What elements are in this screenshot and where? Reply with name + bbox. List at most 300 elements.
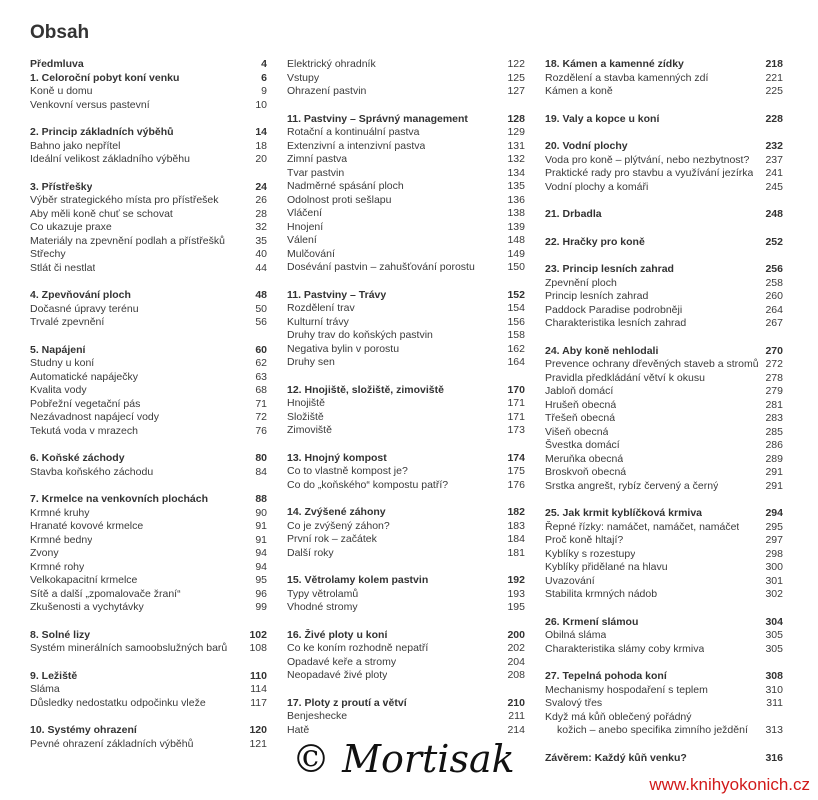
- toc-page-number: 300: [765, 561, 783, 573]
- toc-chapter: [30, 629, 267, 656]
- toc-page-number: 88: [255, 493, 267, 505]
- toc-entry-title: Obilná sláma: [545, 629, 607, 641]
- toc-page-number: 218: [765, 58, 783, 70]
- toc-entry-title: 14. Zvýšené záhony: [287, 506, 386, 518]
- toc-entry: [30, 303, 267, 317]
- toc-page-number: 102: [249, 628, 267, 641]
- toc-entry: [287, 248, 525, 262]
- toc-page-number: 308: [765, 670, 783, 682]
- toc-entry: [287, 642, 525, 656]
- toc-page-number: 316: [765, 751, 783, 764]
- toc-entry-title: Co do „koňského“ kompostu patří?: [287, 478, 449, 491]
- toc-entry-title: Vhodné stromy: [287, 601, 358, 613]
- toc-entry-title: Zvony: [30, 547, 59, 559]
- toc-page-number: 298: [765, 547, 783, 560]
- toc-page-number: 14: [255, 126, 267, 138]
- toc-entry-title: Voda pro koně – plýtvání, nebo nezbytnost?: [545, 153, 750, 166]
- toc-page-number: 20: [255, 153, 267, 165]
- toc-entry: [30, 221, 267, 235]
- toc-chapter-heading: [545, 752, 783, 766]
- toc-entry-title: Mulčování: [287, 247, 335, 260]
- toc-entry-title: Charakteristika slámy coby krmiva: [545, 642, 705, 655]
- toc-entry-title: Hatě: [287, 723, 310, 736]
- toc-entry-title: Zkušenosti a vychytávky: [30, 601, 144, 613]
- toc-entry: [287, 207, 525, 221]
- toc-page-number: 68: [255, 384, 267, 396]
- toc-entry: [30, 208, 267, 222]
- toc-page-number: 305: [765, 629, 783, 641]
- toc-page-number: 225: [765, 85, 783, 97]
- toc-page-number: 120: [249, 724, 267, 736]
- toc-entry-title: Dočasné úpravy terénu: [30, 302, 139, 315]
- toc-entry-title: Tvar pastvin: [287, 166, 345, 179]
- toc-entry: [545, 426, 783, 440]
- toc-chapter-heading: [30, 452, 267, 466]
- toc-entry: [30, 85, 267, 99]
- toc-page-number: 210: [507, 696, 525, 709]
- toc-page-number: 281: [765, 398, 783, 411]
- toc-page-number: 9: [261, 85, 267, 97]
- toc-entry-title: Kámen a koně: [545, 85, 613, 97]
- toc-entry-title: Důsledky nedostatku odpočinku vleže: [30, 696, 206, 709]
- toc-page-number: 152: [507, 288, 525, 301]
- toc-entry-title: Stavba koňského záchodu: [30, 465, 154, 478]
- toc-entry-title: Neopadavé živé ploty: [287, 669, 388, 681]
- toc-page-number: 258: [765, 276, 783, 289]
- toc-entry: [545, 588, 783, 602]
- toc-entry-title: Nezávadnost napájecí vody: [30, 411, 159, 423]
- toc-entry: [545, 575, 783, 589]
- toc-page-number: 252: [765, 235, 783, 248]
- toc-entry: [30, 520, 267, 534]
- toc-entry: [30, 153, 267, 167]
- toc-entry: [287, 316, 525, 330]
- toc-chapter: [287, 574, 525, 615]
- toc-page-number: 121: [249, 737, 267, 750]
- toc-page-number: 48: [255, 289, 267, 301]
- toc-page-number: 56: [255, 316, 267, 328]
- toc-chapter-heading: [30, 72, 267, 86]
- toc-entry-title: Benjeshecke: [287, 710, 348, 722]
- toc-page-number: 202: [507, 642, 525, 654]
- toc-entry-title: Krmné kruhy: [30, 506, 90, 519]
- toc-chapter-heading: [287, 506, 525, 520]
- toc-entry-title: Kyblíky přidělané na hlavu: [545, 561, 668, 573]
- toc-entry: [545, 399, 783, 413]
- toc-entry: [287, 234, 525, 248]
- toc-chapter-heading: [30, 181, 267, 195]
- toc-page-number: 99: [255, 601, 267, 613]
- toc-entry-title: Vodní plochy a komáři: [545, 180, 649, 193]
- toc-entry: [30, 99, 267, 113]
- toc-entry-title: Švestka domácí: [545, 439, 620, 451]
- toc-entry: [30, 507, 267, 521]
- toc-entry: [545, 72, 783, 86]
- toc-chapter: [545, 113, 783, 127]
- toc-entry: [30, 547, 267, 561]
- toc-entry-title: Kvalita vody: [30, 384, 87, 396]
- toc-entry-title: Krmné rohy: [30, 560, 85, 573]
- toc-entry: [545, 385, 783, 399]
- toc-entry: [30, 194, 267, 208]
- toc-entry-title: Princip lesních zahrad: [545, 290, 649, 302]
- toc-entry-title: Zpevnění ploch: [545, 276, 617, 289]
- toc-page-number: 304: [765, 615, 783, 628]
- toc-page-number: 195: [507, 601, 525, 613]
- toc-entry: [287, 72, 525, 86]
- toc-page-number: 135: [507, 180, 525, 192]
- toc-entry-title: Předmluva: [30, 58, 84, 70]
- toc-page-number: 264: [765, 303, 783, 316]
- toc-page-number: 272: [765, 358, 783, 370]
- toc-entry-title: 25. Jak krmit kyblíčková krmiva: [545, 507, 703, 519]
- toc-entry: [287, 343, 525, 357]
- toc-page-number: 301: [765, 574, 783, 587]
- toc-entry-title: Druhy trav do koňských pastvin: [287, 329, 433, 341]
- toc-page-number: 80: [255, 452, 267, 464]
- toc-entry: [30, 534, 267, 548]
- toc-page-number: 164: [507, 356, 525, 368]
- toc-entry: [30, 371, 267, 385]
- toc-entry: [287, 669, 525, 683]
- toc-entry-title: Rozdělení a stavba kamenných zdí: [545, 71, 709, 84]
- toc-entry: [287, 533, 525, 547]
- toc-entry-title: Rotační a kontinuální pastva: [287, 126, 420, 138]
- toc-page-number: 158: [507, 329, 525, 341]
- toc-chapter-heading: [30, 629, 267, 643]
- toc-page-number: 150: [507, 261, 525, 273]
- toc-entry-title: Co ukazuje praxe: [30, 221, 112, 233]
- toc-page-number: 134: [507, 166, 525, 179]
- toc-entry-title: Řepné řízky: namáčet, namáčet, namáčet: [545, 520, 740, 533]
- toc-chapter-heading: [30, 126, 267, 140]
- toc-entry: [287, 588, 525, 602]
- toc-page-number: 289: [765, 452, 783, 465]
- toc-entry: [287, 167, 525, 181]
- toc-entry: [30, 316, 267, 330]
- toc-page-number: 60: [255, 343, 267, 356]
- toc-page-number: 260: [765, 290, 783, 302]
- toc-page-number: 237: [765, 153, 783, 166]
- toc-entry-title: Tekutá voda v mrazech: [30, 424, 138, 437]
- toc-page-number: 94: [255, 547, 267, 559]
- toc-entry: [30, 697, 267, 711]
- toc-page-number: 148: [507, 234, 525, 246]
- toc-page-number: 91: [255, 533, 267, 546]
- toc-page-number: 294: [765, 507, 783, 519]
- toc-entry: [287, 180, 525, 194]
- toc-chapter: [545, 507, 783, 602]
- toc-page-number: 256: [765, 263, 783, 275]
- toc-entry-title: Vstupy: [287, 71, 320, 84]
- toc-entry-title: 16. Živé ploty u koní: [287, 628, 388, 641]
- toc-entry-title: 21. Drbadla: [545, 208, 602, 220]
- toc-entry-title: Negativa bylin v porostu: [287, 342, 400, 355]
- toc-entry-title: Automatické napáječky: [30, 370, 138, 383]
- toc-entry-title: 23. Princip lesních zahrad: [545, 263, 674, 275]
- toc-entry-title: kožich – anebo specifika zimního ježdění: [557, 724, 748, 736]
- toc-chapter: [545, 236, 783, 250]
- toc-page-number: 170: [507, 383, 525, 396]
- toc-chapter-heading: [30, 493, 267, 507]
- toc-page-number: 245: [765, 180, 783, 193]
- toc-entry-title: Systém minerálních samoobslužných barů: [30, 642, 228, 654]
- toc-chapter: [545, 616, 783, 657]
- toc-page-number: 32: [255, 221, 267, 233]
- toc-page-number: 241: [765, 167, 783, 179]
- toc-entry-title: Hnojení: [287, 220, 324, 233]
- toc-chapter: [287, 629, 525, 683]
- toc-page-number: 156: [507, 315, 525, 328]
- toc-entry-title: 2. Princip základních výběhů: [30, 126, 174, 138]
- toc-chapter: [545, 345, 783, 494]
- toc-entry-title: Sláma: [30, 683, 60, 695]
- toc-page-number: 192: [507, 574, 525, 586]
- toc-entry-title: Kulturní trávy: [287, 315, 349, 328]
- toc-page-number: 125: [507, 71, 525, 84]
- toc-chapter: [287, 506, 525, 560]
- toc-page-number: 50: [255, 302, 267, 315]
- toc-chapter: [287, 452, 525, 493]
- toc-entry-title: Jabloň domácí: [545, 385, 614, 397]
- toc-page-number: 72: [255, 411, 267, 423]
- toc-entry-title: Druhy sen: [287, 356, 335, 368]
- toc-entry: [287, 479, 525, 493]
- toc-page-number: 71: [255, 397, 267, 410]
- toc-page-number: 211: [508, 710, 525, 722]
- toc-chapter-heading: [287, 629, 525, 643]
- toc-page-number: 286: [765, 439, 783, 451]
- toc-entry: [545, 466, 783, 480]
- toc-page-number: 162: [507, 342, 525, 355]
- toc-entry-title: Když má kůň oblečený pořádný: [545, 710, 692, 723]
- toc-page-number: 18: [255, 139, 267, 152]
- toc-page-number: 128: [507, 112, 525, 125]
- toc-entry-title: 24. Aby koně nehlodali: [545, 344, 659, 357]
- toc-entry: [287, 302, 525, 316]
- toc-page-number: 132: [507, 153, 525, 165]
- toc-column-1: [30, 58, 267, 765]
- toc-page-number: 4: [261, 58, 267, 70]
- toc-chapter: [287, 58, 525, 99]
- toc-chapter: [545, 208, 783, 222]
- toc-entry-title: Rozdělení trav: [287, 302, 355, 314]
- toc-page-number: 175: [507, 465, 525, 477]
- toc-page-number: 84: [255, 465, 267, 478]
- toc-entry: [287, 140, 525, 154]
- toc-chapter-heading: [30, 58, 267, 72]
- toc-page-number: 171: [507, 410, 525, 423]
- toc-entry-title: Paddock Paradise podrobněji: [545, 303, 683, 316]
- toc-entry: [287, 221, 525, 235]
- toc-entry: [30, 140, 267, 154]
- toc-entry: [287, 329, 525, 343]
- toc-chapter-heading: [287, 452, 525, 466]
- toc-entry-title: 3. Přístřešky: [30, 180, 93, 193]
- toc-page-number: 182: [507, 506, 525, 518]
- toc-page-number: 295: [765, 520, 783, 533]
- toc-chapter-heading: [30, 289, 267, 303]
- toc-entry: [287, 58, 525, 72]
- toc-entry: [287, 520, 525, 534]
- toc-entry-title: 1. Celoroční pobyt koní venku: [30, 71, 180, 84]
- toc-entry-title: 12. Hnojiště, složiště, zimoviště: [287, 383, 444, 396]
- toc-page-number: 24: [255, 180, 267, 193]
- toc-entry: [30, 466, 267, 480]
- toc-page-number: 90: [255, 506, 267, 519]
- toc-entry: [545, 167, 783, 181]
- toc-page-number: 214: [507, 723, 525, 736]
- toc-entry: [30, 561, 267, 575]
- toc-entry-title: Hrušeň obecná: [545, 398, 617, 411]
- toc-entry-title: Závěrem: Každý kůň venku?: [545, 751, 687, 764]
- toc-page-number: 131: [507, 139, 525, 152]
- toc-entry: [30, 235, 267, 249]
- toc-entry-title: Praktické rady pro stavbu a využívání jezírka: [545, 167, 754, 179]
- toc-entry-title: Výběr strategického místa pro přístřešek: [30, 194, 219, 206]
- toc-page-number: 228: [765, 112, 783, 125]
- toc-entry-title: Co je zvýšený záhon?: [287, 519, 390, 532]
- toc-page-number: 302: [765, 588, 783, 600]
- toc-entry-title: Hranaté kovové krmelce: [30, 520, 144, 532]
- toc-entry-title: Ohrazení pastvin: [287, 85, 367, 97]
- toc-entry: [287, 411, 525, 425]
- toc-entry: [30, 425, 267, 439]
- toc-entry: [545, 439, 783, 453]
- toc-chapter-heading: [30, 670, 267, 684]
- toc-entry-title: Opadavé keře a stromy: [287, 655, 397, 668]
- toc-page-number: 35: [255, 234, 267, 247]
- toc-entry-title: Stabilita krmných nádob: [545, 588, 658, 600]
- toc-entry: [545, 154, 783, 168]
- toc-page-number: 44: [255, 261, 267, 274]
- toc-chapter-heading: [545, 113, 783, 127]
- toc-page-number: 76: [255, 424, 267, 437]
- toc-entry-title: Koně u domu: [30, 85, 93, 97]
- toc-chapter: [545, 263, 783, 331]
- toc-chapter-heading: [287, 697, 525, 711]
- toc-chapter: [287, 113, 525, 275]
- toc-entry: [30, 683, 267, 697]
- website-url[interactable]: www.knihyokonich.cz: [649, 775, 810, 794]
- toc-entry: [287, 601, 525, 615]
- toc-entry-title: Aby měli koně chuť se schovat: [30, 207, 173, 220]
- toc-chapter-heading: [545, 670, 783, 684]
- toc-chapter: [545, 670, 783, 738]
- toc-entry-title: 7. Krmelce na venkovních plochách: [30, 493, 208, 505]
- toc-chapter-heading: [545, 507, 783, 521]
- toc-entry: [287, 710, 525, 724]
- toc-page-number: 127: [507, 85, 525, 97]
- toc-entry-title: Prevence ochrany dřevěných staveb a stromů: [545, 358, 759, 370]
- toc-entry: [545, 548, 783, 562]
- toc-page-number: 291: [765, 479, 783, 492]
- toc-page-number: 193: [507, 587, 525, 600]
- toc-page-number: 6: [261, 71, 267, 84]
- toc-page-number: 279: [765, 385, 783, 397]
- toc-entry: [30, 411, 267, 425]
- toc-entry: [545, 358, 783, 372]
- toc-page-number: 285: [765, 425, 783, 438]
- toc-entry: [287, 153, 525, 167]
- toc-entry-title: 10. Systémy ohrazení: [30, 724, 137, 736]
- toc-entry-title: 20. Vodní plochy: [545, 140, 628, 152]
- toc-chapter-heading: [545, 263, 783, 277]
- toc-chapter: [30, 344, 267, 439]
- toc-entry: [30, 574, 267, 588]
- toc-entry: [545, 412, 783, 426]
- toc-page-number: 267: [765, 317, 783, 329]
- toc-entry: [287, 656, 525, 670]
- toc-entry-title: Materiály na zpevnění podlah a přístřešků: [30, 234, 225, 247]
- toc-entry-title: 18. Kámen a kamenné zídky: [545, 58, 684, 70]
- toc-entry-title: Meruňka obecná: [545, 452, 624, 465]
- toc-page-number: 129: [507, 126, 525, 138]
- toc-entry: [545, 453, 783, 467]
- toc-entry-title: První rok – začátek: [287, 533, 377, 545]
- toc-chapter-heading: [545, 208, 783, 222]
- toc-entry-title: Složiště: [287, 410, 324, 423]
- toc-chapter-heading: [545, 345, 783, 359]
- toc-entry: [545, 372, 783, 386]
- toc-entry-title: 5. Napájení: [30, 343, 86, 356]
- toc-entry-title: Pevné ohrazení základních výběhů: [30, 737, 194, 750]
- toc-chapter: [287, 384, 525, 438]
- toc-chapter: [287, 697, 525, 738]
- toc-chapter: [287, 289, 525, 370]
- toc-entry-title: 8. Solné lizy: [30, 628, 91, 641]
- toc-entry-title: Studny u koní: [30, 357, 95, 369]
- toc-entry-title: Nadměrné spásání ploch: [287, 180, 404, 192]
- toc-page-number: 114: [250, 683, 267, 695]
- toc-entry-title: Višeň obecná: [545, 425, 609, 438]
- toc-entry: [545, 480, 783, 494]
- toc-page-number: 108: [249, 642, 267, 654]
- toc-entry-title: Elektrický ohradník: [287, 58, 376, 70]
- toc-entry: [30, 642, 267, 656]
- toc-page-number: 176: [507, 478, 525, 491]
- toc-page-number: 270: [765, 344, 783, 357]
- toc-entry: [287, 356, 525, 370]
- toc-chapter-heading: [30, 344, 267, 358]
- toc-entry-title: 22. Hračky pro koně: [545, 235, 645, 248]
- toc-entry: [287, 194, 525, 208]
- toc-entry: [545, 290, 783, 304]
- toc-chapter-heading: [30, 724, 267, 738]
- toc-entry: [30, 357, 267, 371]
- toc-page-number: 110: [250, 669, 267, 682]
- toc-page-number: 95: [255, 574, 267, 586]
- toc-entry-title: Srstka angrešt, rybíz červený a černý: [545, 479, 719, 492]
- toc-entry-title: Kyblíky s rozestupy: [545, 547, 636, 560]
- toc-entry: [545, 684, 783, 698]
- toc-chapter: [30, 58, 267, 112]
- toc-entry-title: Velkokapacitní krmelce: [30, 574, 138, 586]
- toc-entry-title: Dosévání pastvin – zahušťování porostu: [287, 261, 475, 273]
- toc-entry-title: Válení: [287, 234, 317, 246]
- toc-entry-title: 11. Pastviny – Trávy: [287, 288, 387, 301]
- toc-entry: [30, 384, 267, 398]
- toc-entry-title: Krmné bedny: [30, 533, 93, 546]
- toc-entry-title: 19. Valy a kopce u koní: [545, 112, 660, 125]
- toc-chapter-heading: [287, 289, 525, 303]
- toc-entry: [287, 724, 525, 738]
- toc-page-number: 174: [507, 451, 525, 464]
- toc-entry: [287, 126, 525, 140]
- toc-chapter: [545, 58, 783, 99]
- toc-page-number: 122: [507, 58, 525, 70]
- toc-entry-title: Svalový třes: [545, 697, 603, 709]
